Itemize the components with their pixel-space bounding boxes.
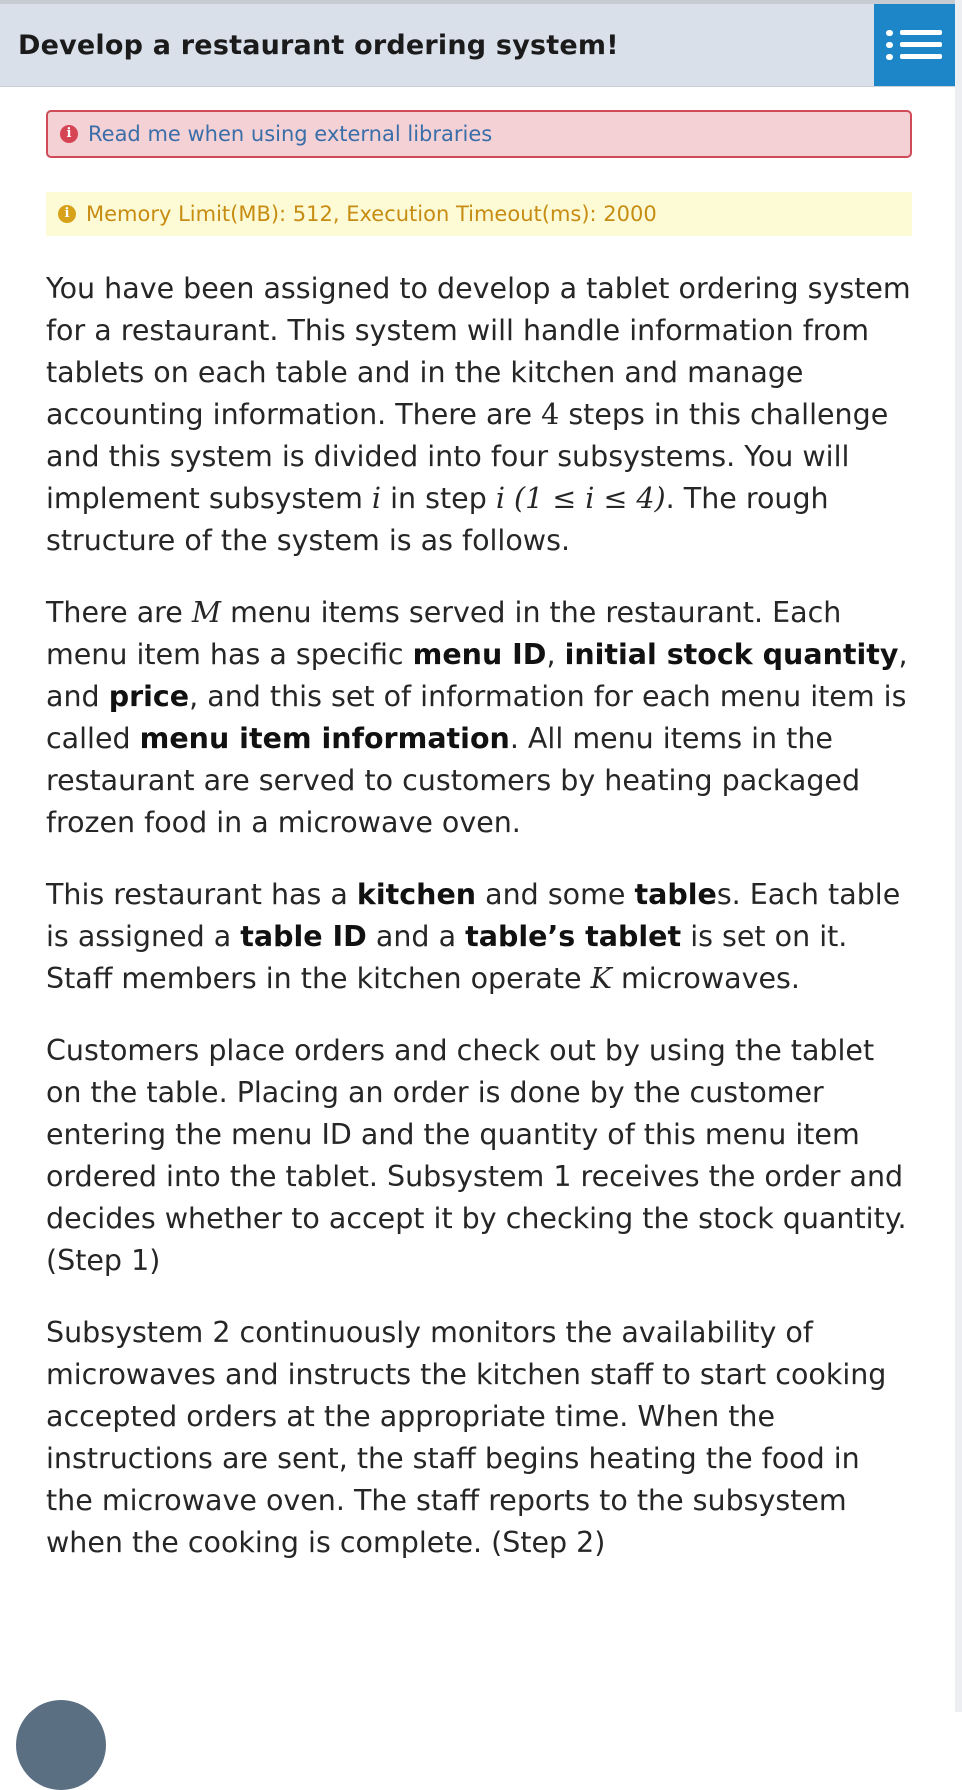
math-steps-count: 4	[541, 398, 560, 431]
math-i: i	[371, 482, 382, 515]
external-libraries-alert[interactable]	[46, 110, 912, 158]
math-m: M	[191, 596, 222, 629]
external-libraries-link[interactable]: Read me when using external libraries	[88, 122, 493, 146]
paragraph-menu-items: There are M menu items served in the restaurant. Each menu item has a specific menu ID, initial stock quantity, and price, and this set of information for each menu item is called menu item information. All menu items in the restaurant are served to customers by heating packaged frozen food in a microwave oven.	[46, 596, 908, 839]
problem-statement	[46, 268, 912, 1594]
paragraph-intro: You have been assigned to develop a tablet ordering system for a restaurant. This system will handle information from tablets on each table and in the kitchen and manage accounting information. There are 4 steps in this challenge and this system is divided into four subsystems. You will implement subsystem i in step i (1 ≤ i ≤ 4). The rough structure of the system is as follows.	[46, 272, 911, 557]
math-k: K	[590, 962, 612, 995]
scrollbar[interactable]	[955, 0, 962, 1712]
page-header	[0, 4, 955, 87]
math-range: (1 ≤ i ≤ 4)	[514, 482, 666, 515]
limits-text: Memory Limit(MB): 512, Execution Timeout(ms): 2000	[86, 202, 657, 226]
paragraph-kitchen: This restaurant has a kitchen and some tables. Each table is assigned a table ID and a table’s tablet is set on it. Staff members in the kitchen operate K microwaves.	[46, 878, 901, 995]
limits-alert	[46, 192, 912, 236]
menu-button[interactable]	[874, 4, 956, 86]
info-circle-icon: i	[58, 205, 76, 223]
math-i: i	[495, 482, 505, 515]
info-circle-icon: i	[60, 125, 78, 143]
page-title: Develop a restaurant ordering system!	[18, 30, 619, 61]
floating-action-button[interactable]	[16, 1700, 106, 1790]
paragraph-step-1: Customers place orders and check out by using the tablet on the table. Placing an order is done by the customer entering the menu ID and the quantity of this menu item ordered into the tablet. Subsystem 1 receives the order and decides whether to accept it by checking the stock quantity. (Step 1)	[46, 1034, 907, 1277]
paragraph-step-2: Subsystem 2 continuously monitors the availability of microwaves and instructs the kitchen staff to start cooking accepted orders at the appropriate time. When the instructions are sent, the staff begins heating the food in the microwave oven. The staff reports to the subsystem when the cooking is complete. (Step 2)	[46, 1316, 887, 1559]
